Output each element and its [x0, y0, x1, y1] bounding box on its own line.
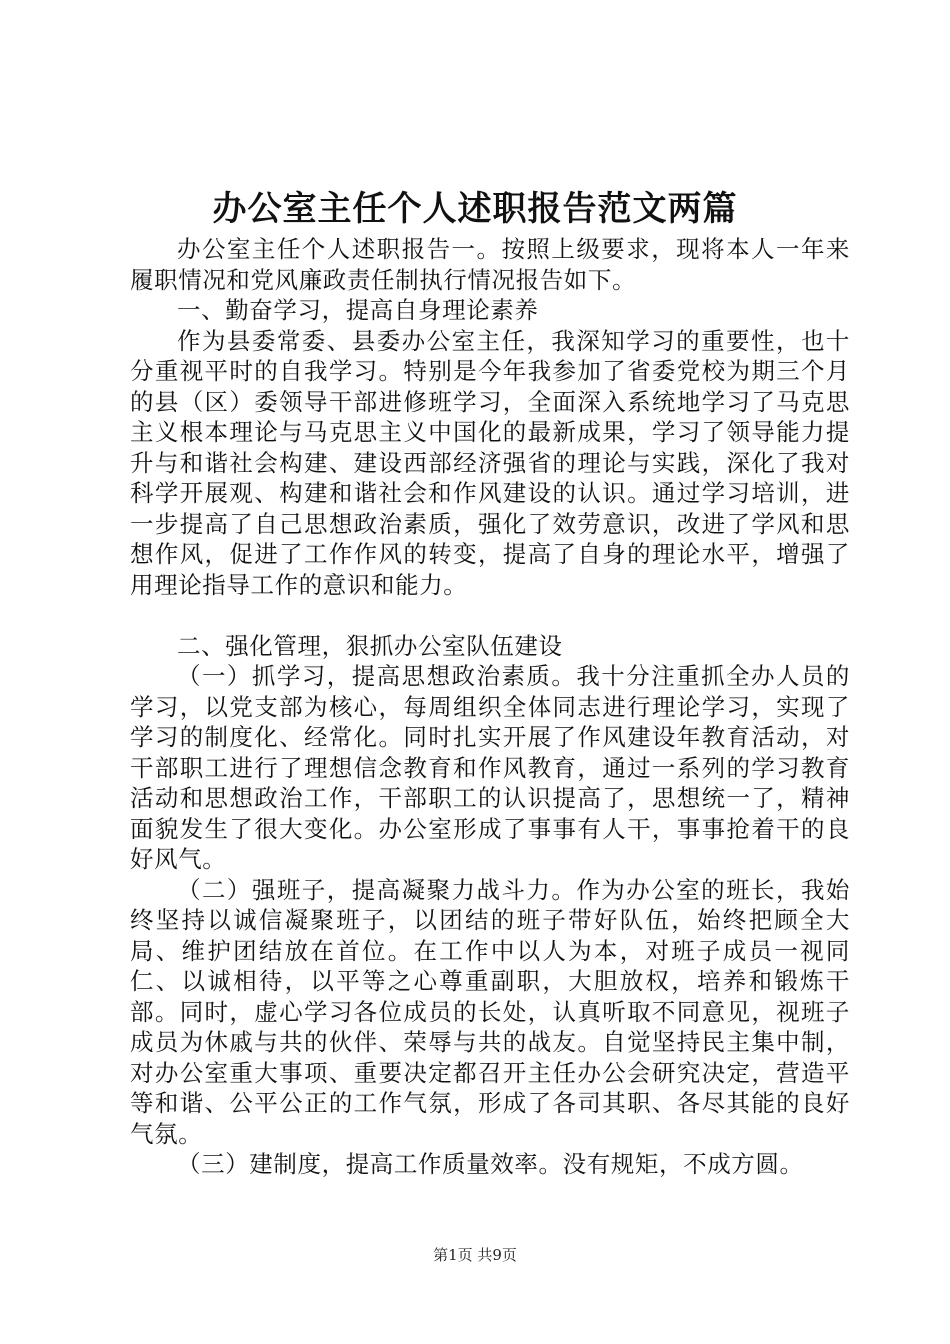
paragraph-item-1: （一）抓学习，提高思想政治素质。我十分注重抓全办人员的学习，以党支部为核心，每周组织全体同志进行理论学习，实现了学习的制度化、经常化。同时扎实开展了作风建设年教育活动，对干部职工进行了理想信念教育和作风教育，通过一系列的学习教育活动和思想政治工作，干部职工的认识提高了，思想统一了，精神面貌发生了很大变化。办公室形成了事事有人干，事事抢着干的良好风气。 [130, 662, 850, 873]
section-heading-1: 一、勤奋学习，提高自身理论素养 [177, 296, 539, 324]
paragraph-intro: 办公室主任个人述职报告一。按照上级要求，现将本人一年来履职情况和党风廉政责任制执行情况报告如下。 [130, 235, 850, 294]
paragraph-study: 作为县委常委、县委办公室主任，我深知学习的重要性，也十分重视平时的自我学习。特别是今年我参加了省委党校为期三个月的县（区）委领导干部进修班学习，全面深入系统地学习了马克思主义根本理论与马克思主义中国化的最新成果，学习了领导能力提升与和谐社会构建、建设西部经济强省的理论与实践，深化了我对科学开展观、构建和谐社会和作风建设的认识。通过学习培训，进一步提高了自己思想政治素质，强化了效劳意识，改进了学风和思想作风，促进了工作作风的转变，提高了自身的理论水平，增强了用理论指导工作的意识和能力。 [130, 326, 850, 599]
document-title: 办公室主任个人述职报告范文两篇 [212, 189, 738, 229]
paragraph-item-3: （三）建制度，提高工作质量效率。没有规矩，不成方圆。 [177, 1150, 804, 1178]
section-heading-2: 二、强化管理，狠抓办公室队伍建设 [177, 631, 563, 660]
page-footer: 第1页 共9页 [433, 1246, 517, 1264]
document-body [130, 234, 850, 1180]
paragraph-item-2: （二）强班子，提高凝聚力战斗力。作为办公室的班长，我始终坚持以诚信凝聚班子，以团结的班子带好队伍，始终把顾全大局、维护团结放在首位。在工作中以人为本，对班子成员一视同仁、以诚相待，以平等之心尊重副职，大胆放权，培养和锻炼干部。同时，虚心学习各位成员的长处，认真听取不同意见，视班子成员为休戚与共的伙伴、荣辱与共的战友。自觉坚持民主集中制，对办公室重大事项、重要决定都召开主任办公会研究决定，营造平等和谐、公平公正的工作气氛，形成了各司其职、各尽其能的良好气氛。 [130, 875, 850, 1148]
